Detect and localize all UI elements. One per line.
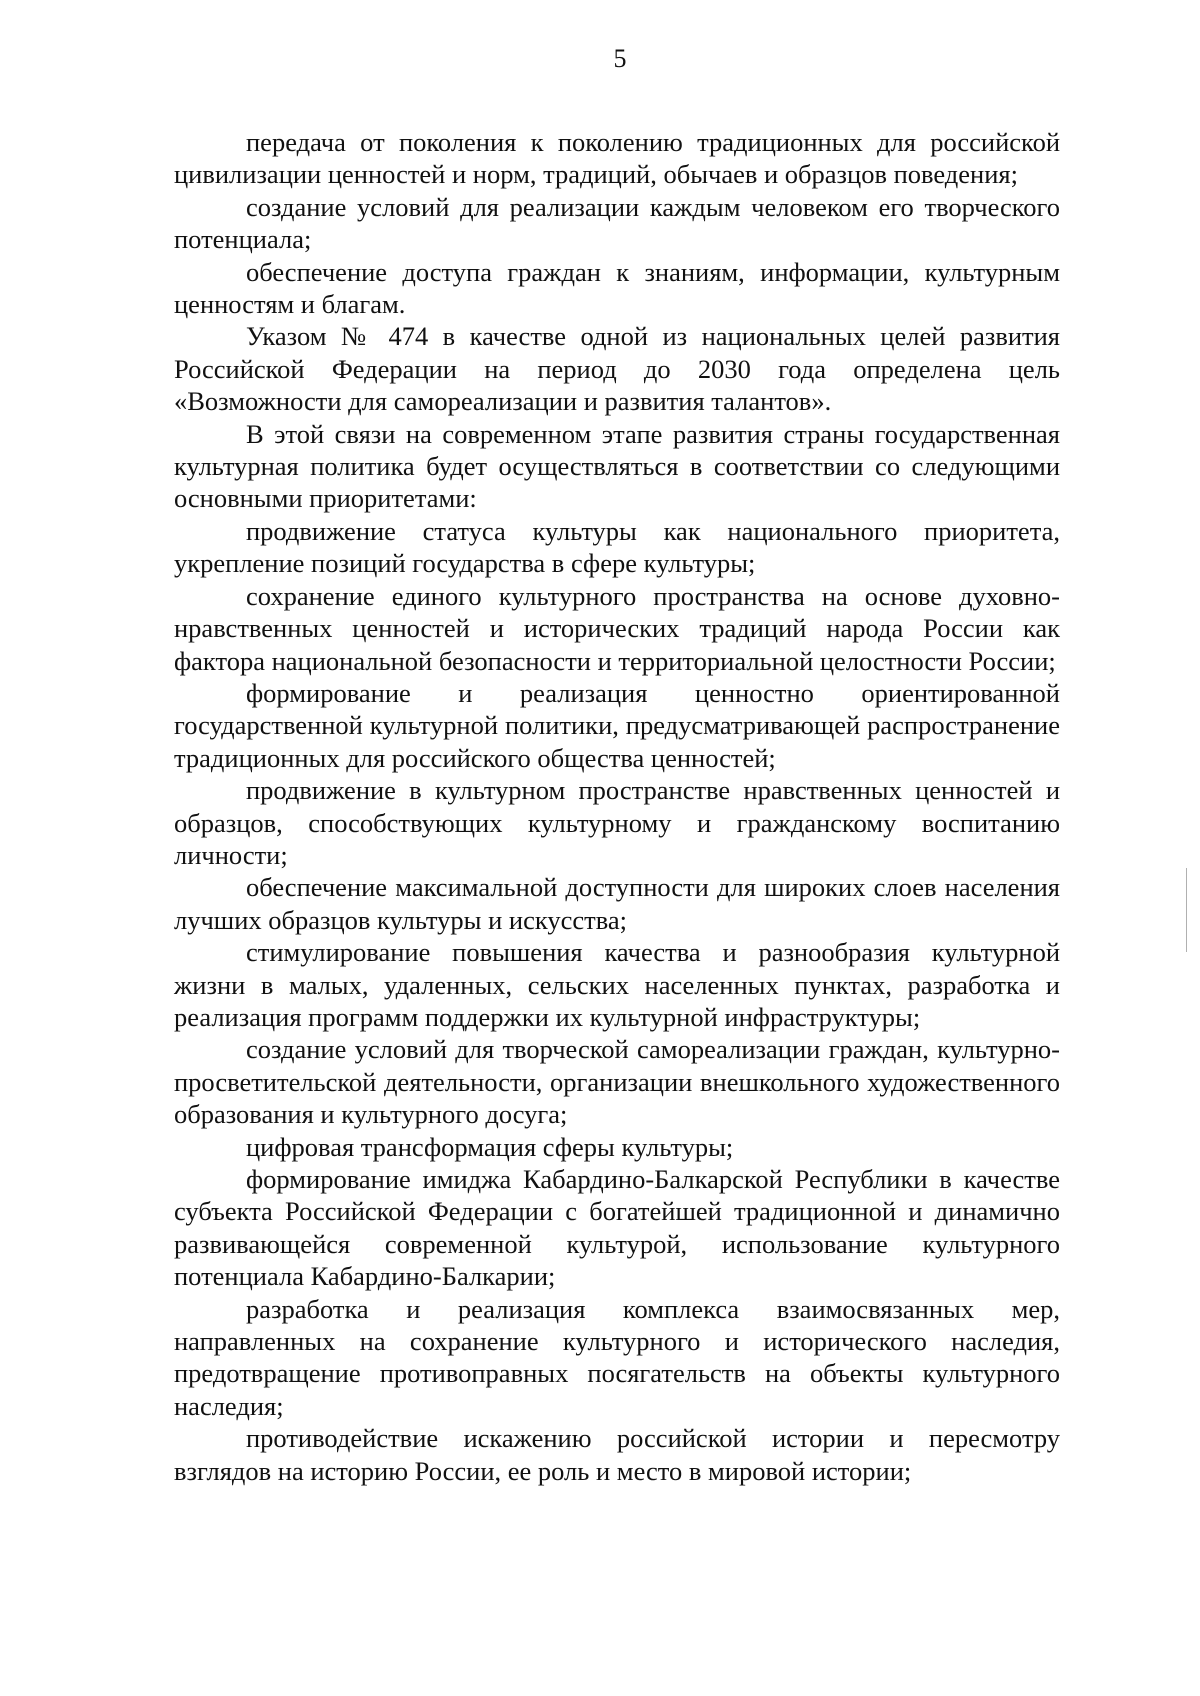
paragraph-6: продвижение статуса культуры как национального приоритета, укрепление позиций государства в сфере культуры;: [174, 515, 1060, 579]
paragraph-11: стимулирование повышения качества и разнообразия культурной жизни в малых, удаленных, сельских населенных пунктах, разработка и реализация программ поддержки их культурной инфраструктуры;: [174, 937, 1060, 1032]
document-body: [174, 126, 1060, 1487]
paragraph-10: обеспечение максимальной доступности для широких слоев населения лучших образцов культуры и искусства;: [174, 872, 1060, 935]
paragraph-7: сохранение единого культурного пространства на основе духовно-нравственных ценностей и исторических традиций народа России как фактора национальной безопасности и территориальной целостности России;: [174, 580, 1060, 676]
paragraph-14: формирование имиджа Кабардино-Балкарской Республики в качестве субъекта Российской Федерации с богатейшей традиционной и динамично развивающейся современной культурой, использование культурного потенциала Кабардино-Балкарии;: [174, 1164, 1060, 1292]
paragraph-8: формирование и реализация ценностно ориентированной государственной культурной политики, предусматривающей распространение традиционных для российского общества ценностей;: [174, 677, 1060, 773]
paragraph-9: продвижение в культурном пространстве нравственных ценностей и образцов, способствующих культурному и гражданскому воспитанию личности;: [174, 775, 1060, 870]
paragraph-13: цифровая трансформация сферы культуры;: [246, 1131, 734, 1162]
paragraph-5: В этой связи на современном этапе развития страны государственная культурная политика будет осуществляться в соответствии со следующими основными приоритетами:: [174, 418, 1060, 514]
paragraph-15: разработка и реализация комплекса взаимосвязанных мер, направленных на сохранение культурного и исторического наследия, предотвращение противоправных посягательств на объекты культурного наследия;: [174, 1293, 1060, 1421]
paragraph-4: Указом № 474 в качестве одной из национальных целей развития Российской Федерации на период до 2030 года определена цель «Возможности для самореализации и развития талантов».: [174, 321, 1060, 417]
paragraph-1: передача от поколения к поколению традиционных для российской цивилизации ценностей и норм, традиций, обычаев и образцов поведения;: [174, 127, 1060, 190]
paragraph-12: создание условий для творческой самореализации граждан, культурно-просветительской деятельности, организации внешкольного художественного образования и культурного досуга;: [174, 1034, 1060, 1130]
paragraph-2: создание условий для реализации каждым человеком его творческого потенциала;: [174, 191, 1060, 255]
paragraph-16: противодействие искажению российской истории и пересмотру взглядов на историю России, ее роль и место в мировой истории;: [174, 1423, 1060, 1486]
scan-edge-mark: [1186, 868, 1187, 952]
page-number: 5: [613, 44, 627, 73]
paragraph-3: обеспечение доступа граждан к знаниям, информации, культурным ценностям и благам.: [174, 256, 1060, 320]
